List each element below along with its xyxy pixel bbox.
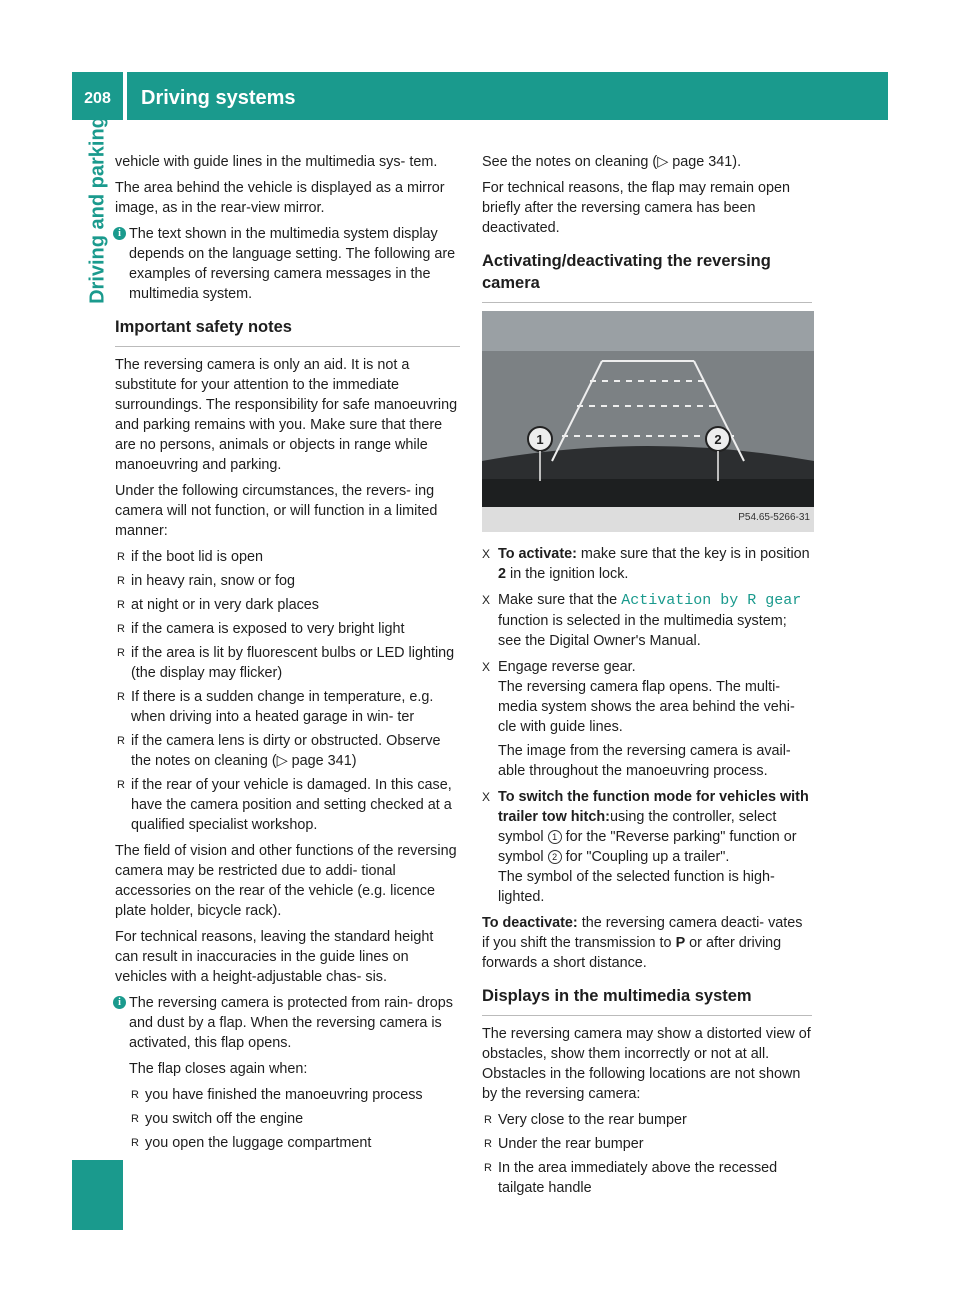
section-header [127, 72, 888, 120]
left-column [115, 152, 460, 1159]
info-text: The flap closes again when: [129, 1061, 308, 1077]
info-text: The text shown in the multimedia system display depends on the language setting. The following are examples of reversing camera messages in the multimedia system. [129, 226, 456, 302]
symbol-1: 1 [548, 830, 562, 844]
heading-safety: Important safety notes [115, 316, 460, 347]
list-item: R In the area immediately above the recessed tailgate handle [484, 1160, 778, 1196]
camera-illustration [482, 311, 814, 532]
list-item: R if the camera lens is dirty or obstructed. Observe the notes on cleaning (▷ page 341) [117, 733, 441, 769]
list-item: R Under the rear bumper [484, 1136, 644, 1152]
bullet-list [115, 547, 460, 835]
list-item: R if the area is lit by fluorescent bulbs or LED lighting (the display may flicker) [117, 645, 455, 681]
page-number-box [72, 72, 123, 120]
paragraph: The reversing camera is only an aid. It is not a substitute for your attention to the immediate surroundings. The responsibility for safe manoeuvring and parking remains with you. Make sure that there are no persons, animals or objects in range while manoeuvring and parking. [115, 357, 458, 473]
instruction-step: X Make sure that the Activation by R gear function is selected in the multimedia system; see the Digital Owner's Manual. [482, 592, 802, 649]
info-note-cont [115, 1059, 460, 1079]
paragraph: See the notes on cleaning (▷ page 341). [482, 154, 742, 170]
paragraph: vehicle with guide lines in the multimedia sys- tem. [115, 154, 438, 170]
page-number: 208 [84, 90, 111, 107]
paragraph: Under the following circumstances, the revers- ing camera will not function, or will function in a limited manner: [115, 483, 438, 539]
list-item: R if the rear of your vehicle is damaged. In this case, have the camera position and setting checked at a qualified specialist workshop. [117, 777, 452, 833]
info-note [115, 993, 460, 1053]
camera-image [482, 311, 814, 532]
paragraph: For technical reasons, leaving the standard height can result in inaccuracies in the guide lines on vehicles with a height-adjustable chas- sis. [115, 929, 434, 985]
callout-2: 2 [714, 432, 722, 447]
side-label-text: Driving and parking [86, 116, 108, 304]
list-item: R in heavy rain, snow or fog [117, 573, 295, 589]
side-tab [72, 1160, 123, 1230]
info-icon: i [113, 227, 126, 240]
info-icon: i [113, 996, 126, 1009]
callout-1: 1 [536, 432, 544, 447]
bullet-list [482, 1110, 812, 1198]
list-item: R you have finished the manoeuvring process [131, 1087, 423, 1103]
info-note [115, 224, 460, 304]
image-code: P54.65-5266-31 [738, 512, 810, 523]
list-item: R you switch off the engine [131, 1111, 304, 1127]
right-column [482, 152, 812, 1204]
paragraph: The reversing camera may show a distorted view of obstacles, show them incorrectly or not at all. Obstacles in the following locations are not shown by the reversing camera: [482, 1026, 811, 1102]
paragraph: For technical reasons, the flap may remain open briefly after the reversing camera has been deactivated. [482, 180, 790, 236]
paragraph: The area behind the vehicle is displayed as a mirror image, as in the rear-view mirror. [115, 180, 445, 216]
instruction-step: X Engage reverse gear. The reversing camera flap opens. The multi- media system shows the area behind the vehi- cle with guide lines. The image from the reversing camera is avail- able throughout the manoeuvring process. [482, 659, 795, 779]
symbol-2: 2 [548, 850, 562, 864]
section-title: Driving systems [141, 87, 296, 109]
list-item: R if the boot lid is open [117, 549, 264, 565]
menu-function-name: Activation by R gear [621, 592, 802, 609]
list-item: R you open the luggage compartment [131, 1135, 372, 1151]
heading-activating: Activating/deactivating the reversing camera [482, 250, 812, 303]
list-item: R Very close to the rear bumper [484, 1112, 687, 1128]
heading-displays: Displays in the multimedia system [482, 985, 812, 1016]
list-item: R If there is a sudden change in temperature, e.g. when driving into a heated garage in win- ter [117, 689, 434, 725]
list-item: R at night or in very dark places [117, 597, 319, 613]
paragraph: To deactivate: the reversing camera deacti- vates if you shift the transmission to P or after driving forwards a short distance. [482, 915, 803, 971]
instruction-step: X To activate: make sure that the key is in position 2 in the ignition lock. [482, 546, 810, 582]
list-item: R if the camera is exposed to very bright light [117, 621, 405, 637]
instruction-step: X To switch the function mode for vehicles with trailer tow hitch:using the controller, select symbol 1 for the "Reverse parking" function or symbol 2 for "Coupling up a trailer". The symbol of the selected function is high- lighted. [482, 789, 809, 905]
paragraph: The field of vision and other functions of the reversing camera may be restricted due to addi- tional accessories on the rear of the vehicle (e.g. licence plate holder, bicycle rack). [115, 843, 457, 919]
bullet-list [115, 1085, 460, 1153]
info-text: The reversing camera is protected from rain- drops and dust by a flap. When the reversing camera is activated, this flap opens. [129, 995, 453, 1051]
